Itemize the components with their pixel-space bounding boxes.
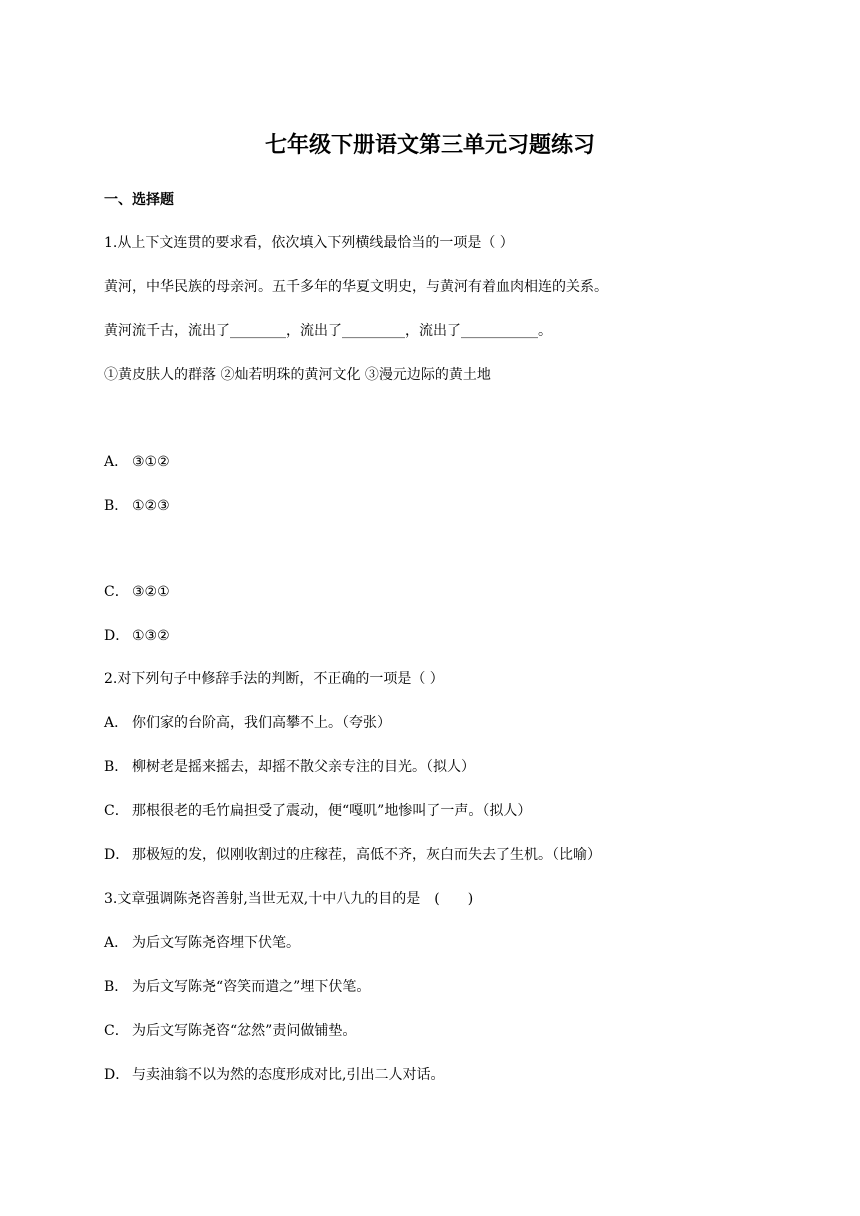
question-3-option-a <box>104 933 300 953</box>
option-letter: C． <box>104 1023 129 1039</box>
question-2-stem: 2.对下列句子中修辞手法的判断，不正确的一项是（ ） <box>104 671 444 687</box>
option-letter: D． <box>104 847 130 863</box>
question-3-option-c <box>104 1021 356 1041</box>
option-text: 柳树老是摇来摇去，却摇不散父亲专注的目光。（拟人） <box>132 759 475 775</box>
option-letter: B． <box>104 759 129 775</box>
option-letter: A． <box>104 454 129 470</box>
option-text: 为后文写陈尧咨“忿然”责问做铺垫。 <box>132 1023 357 1039</box>
option-letter: D． <box>104 628 130 644</box>
question-1-stem: 1.从上下文连贯的要求看，依次填入下列横线最恰当的一项是（ ） <box>104 235 514 251</box>
question-1-passage-line-1: 黄河，中华民族的母亲河。五千多年的华夏文明史，与黄河有着血肉相连的关系。 <box>104 279 608 295</box>
option-text: 为后文写陈尧咨埋下伏笔。 <box>132 935 300 951</box>
option-letter: B． <box>104 979 129 995</box>
option-letter: B． <box>104 498 129 514</box>
question-1-option-a <box>104 452 170 472</box>
option-text: 你们家的台阶高，我们高攀不上。（夸张） <box>132 715 391 731</box>
question-2-option-c <box>104 801 531 821</box>
option-letter: A． <box>104 935 129 951</box>
question-3-option-b <box>104 977 370 997</box>
option-text: ③①② <box>132 454 170 470</box>
option-text: 那根很老的毛竹扁担受了震动，便“嘎叽”地惨叫了一声。（拟人） <box>132 803 532 819</box>
option-text: 那极短的发，似刚收割过的庄稼茬，高低不齐，灰白而失去了生机。（比喻） <box>132 847 601 863</box>
option-text: ①②③ <box>132 498 170 514</box>
option-text: ①③② <box>132 628 170 644</box>
option-letter: A． <box>104 715 129 731</box>
question-3-option-d <box>104 1065 444 1085</box>
option-letter: C． <box>104 584 129 600</box>
question-2-option-b <box>104 757 475 777</box>
question-2-option-d <box>104 845 601 865</box>
option-text: 与卖油翁不以为然的态度形成对比,引出二人对话。 <box>132 1067 445 1083</box>
question-1-passage-line-2: 黄河流千古，流出了________，流出了_________，流出了___________。 <box>104 323 552 339</box>
option-text: ③②① <box>132 584 170 600</box>
page-title: 七年级下册语文第三单元习题练习 <box>264 132 595 158</box>
question-3-stem: 3.文章强调陈尧咨善射,当世无双,十中八九的目的是 ( ) <box>104 891 474 907</box>
question-1-option-d <box>104 626 170 646</box>
question-1-option-b <box>104 496 170 516</box>
option-letter: D． <box>104 1067 130 1083</box>
option-text: 为后文写陈尧“咨笑而遣之”埋下伏笔。 <box>132 979 371 995</box>
question-1-items: ①黄皮肤人的群落 ②灿若明珠的黄河文化 ③漫元边际的黄土地 <box>104 367 491 383</box>
option-letter: C． <box>104 803 129 819</box>
section-heading: 一、选择题 <box>104 192 174 208</box>
question-2-option-a <box>104 713 391 733</box>
question-1-option-c <box>104 582 170 602</box>
